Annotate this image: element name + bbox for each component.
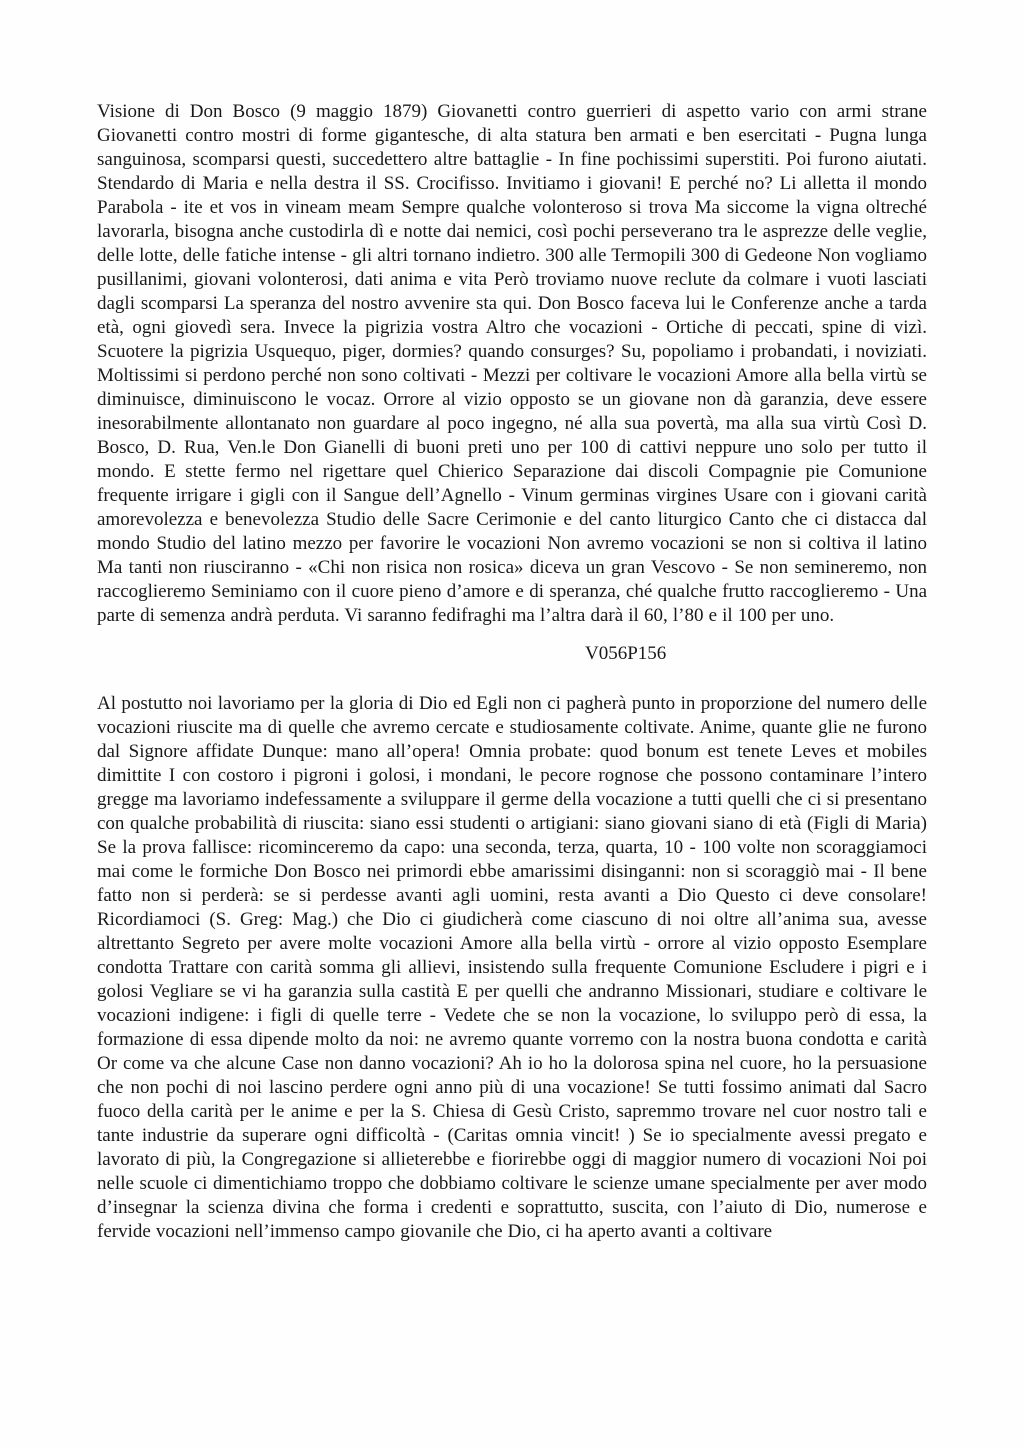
paragraph-vision-don-bosco: Visione di Don Bosco (9 maggio 1879) Giovanetti contro guerrieri di aspetto vario con armi strane Giovanetti contro mostri di forme gigantesche, di alta statura ben armati e ben esercitati - Pugna lunga sanguinosa, scomparsi questi, succedettero altre battaglie - In fine pochissimi superstiti. Poi furono aiutati. Stendardo di Maria e nella destra il SS. Crocifisso. Invitiamo i giovani! E perché no? Li alletta il mondo Parabola - ite et vos in vineam meam Sempre qualche volonteroso si trova Ma siccome la vigna oltreché lavorarla, bisogna anche custodirla dì e notte dai nemici, così pochi perseverano tra le asprezze delle veglie, delle lotte, delle fatiche intense - gli altri tornano indietro. 300 alle Termopili 300 di Gedeone Non vogliamo pusillanimi, giovani volonterosi, dati anima e vita Però troviamo nuove reclute da colmare i vuoti lasciati dagli scomparsi La speranza del nostro avvenire sta qui. Don Bosco faceva lui le Conferenze anche a tarda età, ogni giovedì sera. Invece la pigrizia vostra Altro che vocazioni - Ortiche di peccati, spine di vizì. Scuotere la pigrizia Usquequo, piger, dormies? quando consurges? Su, popoliamo i probandati, i noviziati. Moltissimi si perdono perché non sono coltivati - Mezzi per coltivare le vocazioni Amore alla bella virtù se diminuisce, diminuiscono le vocaz. Orrore al vizio opposto se un giovane non dà garanzia, deve essere inesorabilmente allontanato non guardare al poco ingegno, né alla sua povertà, ma alla sua virtù Così D. Bosco, D. Rua, Ven.le Don Gianelli di buoni preti uno per 100 di cattivi neppure uno solo per tutto il mondo. E stette fermo nel rigettare quel Chierico Separazione dai discoli Compagnie pie Comunione frequente irrigare i gigli con il Sangue dell’Agnello - Vinum germinas virgines Usare con i giovani carità amorevolezza e benevolezza Studio delle Sacre Cerimonie e del canto liturgico Canto che ci distacca dal mondo Studio del latino mezzo per favorire le vocazioni Non avremo vocazioni se non si coltiva il latino Ma tanti non riusciranno - «Chi non risica non rosica» diceva un gran Vescovo - Se non semineremo, non raccoglieremo Seminiamo con il cuore pieno d’amore e di speranza, ché qualche frutto raccoglieremo - Una parte di semenza andrà perduta. Vi saranno fedifraghi ma l’altra darà il 60, l’80 e il 100 per uno. [97, 101, 927, 626]
paragraph-al-postutto: Al postutto noi lavoriamo per la gloria di Dio ed Egli non ci pagherà punto in proporzione del numero delle vocazioni riuscite ma di quelle che avremo cercate e studiosamente coltivate. Anime, quante glie ne furono dal Signore affidate Dunque: mano all’opera! Omnia probate: quod bonum est tenete Leves et mobiles dimittite I con costoro i pigroni i golosi, i mondani, le pecore rognose che possono contaminare l’intero gregge ma lavoriamo indefessamente a sviluppare il germe della vocazione a tutti quelli che ci si presentano con qualche probabilità di riuscita: siano essi studenti o artigiani: siano giovani siano di età (Figli di Maria) Se la prova fallisce: ricominceremo da capo: una seconda, terza, quarta, 10 - 100 volte non scoraggiamoci mai come le formiche Don Bosco nei primordi ebbe amarissimi disinganni: non si scoraggiò mai - Il bene fatto non si perderà: se si perdesse avanti agli uomini, resta avanti a Dio Questo ci deve consolare! Ricordiamoci (S. Greg: Mag.) che Dio ci giudicherà come ciascuno di noi oltre all’anima sua, avesse altrettanto Segreto per avere molte vocazioni Amore alla bella virtù - orrore al vizio opposto Esemplare condotta Trattare con carità somma gli allievi, insistendo sulla frequente Comunione Escludere i pigri e i golosi Vegliare se vi ha garanzia sulla castità E per quelli che andranno Missionari, studiare e coltivare le vocazioni indigene: i figli di quelle terre - Vedete che se non la vocazione, lo sviluppo però di essa, la formazione di essa dipende molto da noi: ne avremo quante vorremo con la nostra buona condotta e carità Or come va che alcune Case non danno vocazioni? Ah io ho la dolorosa spina nel cuore, ho la persuasione che non pochi di noi lascino perdere ogni anno più di una vocazione! Se tutti fossimo animati dal Sacro fuoco della carità per le anime e per la S. Chiesa di Gesù Cristo, sapremmo trovare nel cuor nostro tali e tante industrie da superare ogni difficoltà - (Caritas omnia vincit! ) Se io specialmente avessi pregato e lavorato di più, la Congregazione si allieterebbe e fiorirebbe oggi di maggior numero di vocazioni Noi poi nelle scuole ci dimentichiamo troppo che dobbiamo coltivare le scienze umane specialmente per aver modo d’insegnar la scienza divina che forma i credenti e soprattutto, suscita, con l’aiuto di Dio, numerose e fervide vocazioni nell’immenso campo giovanile che Dio, ci ha aperto avanti a coltivare [97, 693, 927, 1242]
reference-code: V056P156 [585, 643, 667, 664]
